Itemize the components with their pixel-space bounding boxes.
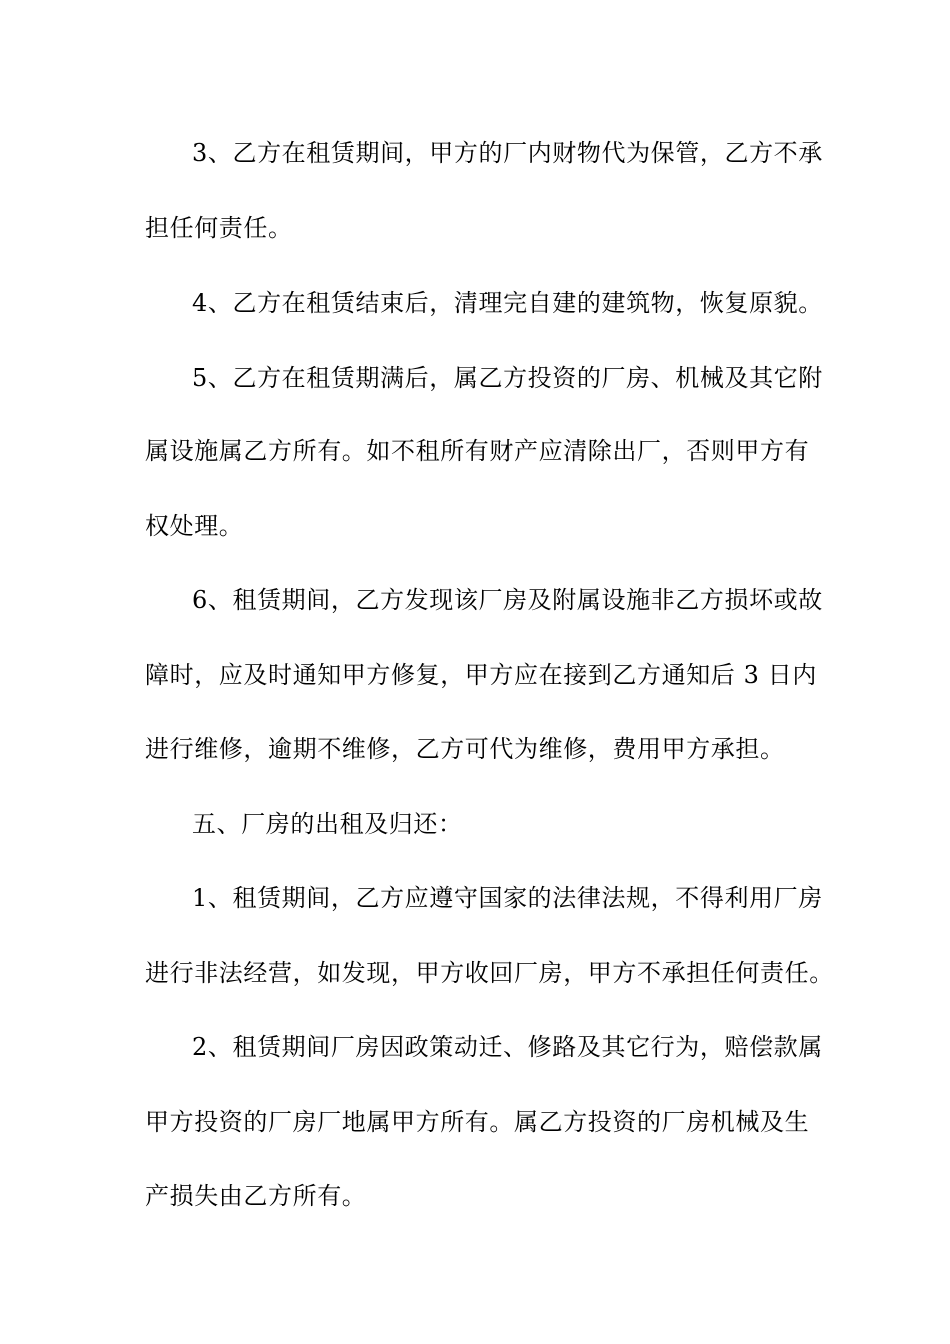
clause-6-line-2: 障时，应及时通知甲方修复，甲方应在接到乙方通知后 3 日内	[145, 661, 817, 689]
section-5-clause-1-line-1: 1、租赁期间，乙方应遵守国家的法律法规，不得利用厂房	[192, 884, 823, 912]
clause-6-line-3: 进行维修，逾期不维修，乙方可代为维修，费用甲方承担。	[145, 735, 785, 763]
clause-4-line-1: 4、乙方在租赁结束后，清理完自建的建筑物，恢复原貌。	[192, 289, 823, 317]
clause-3-line-1: 3、乙方在租赁期间，甲方的厂内财物代为保管，乙方不承	[192, 139, 823, 167]
clause-5-line-3: 权处理。	[145, 512, 244, 540]
section-5-clause-2-line-2: 甲方投资的厂房厂地属甲方所有。属乙方投资的厂房机械及生	[145, 1108, 810, 1136]
clause-5-line-1: 5、乙方在租赁期满后，属乙方投资的厂房、机械及其它附	[192, 364, 823, 392]
section-5-heading: 五、厂房的出租及归还：	[192, 810, 463, 838]
section-5-clause-2-line-1: 2、租赁期间厂房因政策动迁、修路及其它行为，赔偿款属	[192, 1033, 823, 1061]
clause-5-line-2: 属设施属乙方所有。如不租所有财产应清除出厂，否则甲方有	[145, 437, 810, 465]
clause-6-line-1: 6、租赁期间，乙方发现该厂房及附属设施非乙方损坏或故	[192, 586, 823, 614]
section-5-clause-1-line-2: 进行非法经营，如发现，甲方收回厂房，甲方不承担任何责任。	[145, 959, 834, 987]
section-5-clause-2-line-3: 产损失由乙方所有。	[145, 1182, 367, 1210]
clause-3-line-2: 担任何责任。	[145, 214, 293, 242]
